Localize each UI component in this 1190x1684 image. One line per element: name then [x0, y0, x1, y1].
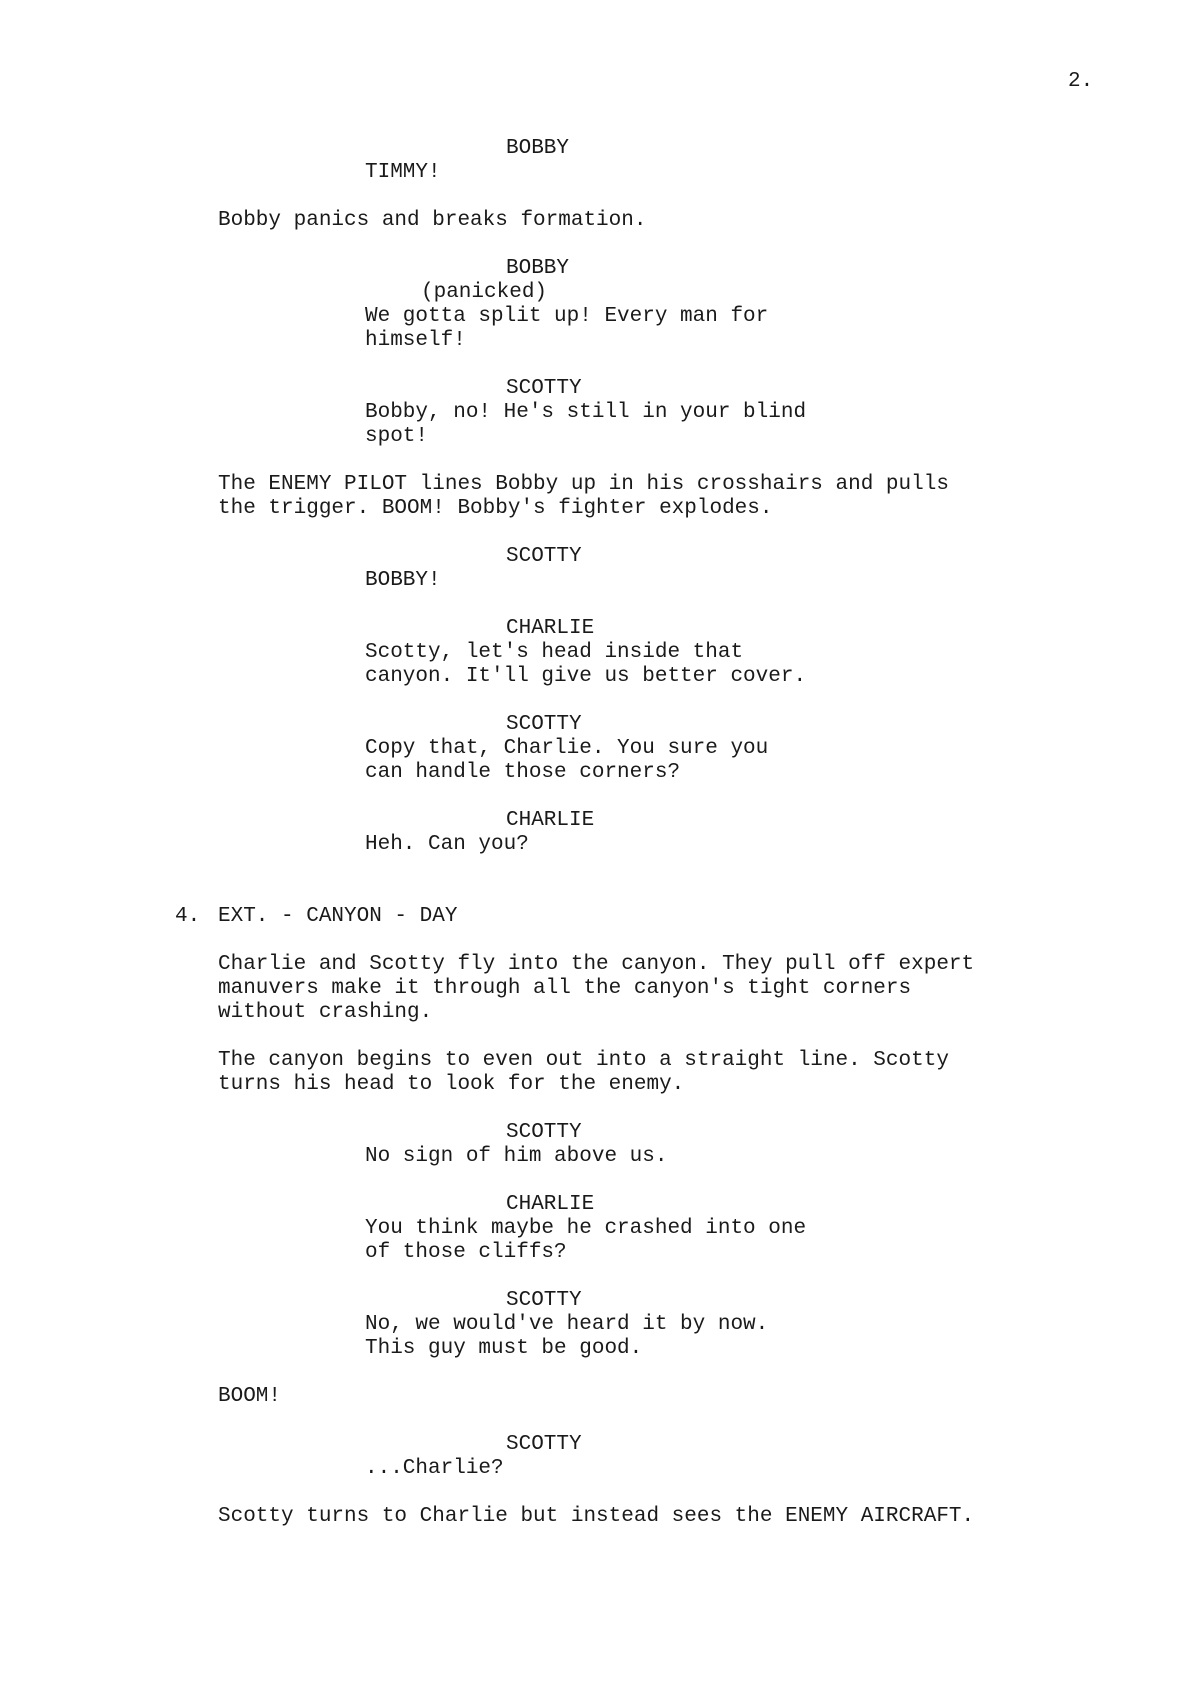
dialogue-line: of those cliffs?: [365, 1241, 567, 1264]
character-name: CHARLIE: [506, 1193, 595, 1216]
action-line: manuvers make it through all the canyon's tight corners: [218, 977, 912, 1000]
page-number: 2.: [1068, 70, 1094, 93]
character-name: SCOTTY: [506, 713, 582, 736]
dialogue-line: Copy that, Charlie. You sure you: [365, 737, 769, 760]
dialogue-line: Scotty, let's head inside that: [365, 641, 744, 664]
dialogue-line: Bobby, no! He's still in your blind: [365, 401, 807, 424]
dialogue-line: We gotta split up! Every man for: [365, 305, 769, 328]
dialogue-line: No, we would've heard it by now.: [365, 1313, 769, 1336]
character-name: SCOTTY: [506, 1121, 582, 1144]
action-line: Charlie and Scotty fly into the canyon. They pull off expert: [218, 953, 975, 976]
action-line: The canyon begins to even out into a straight line. Scotty: [218, 1049, 949, 1072]
dialogue-line: You think maybe he crashed into one: [365, 1217, 807, 1240]
action-line: The ENEMY PILOT lines Bobby up in his crosshairs and pulls: [218, 473, 949, 496]
parenthetical: (panicked): [421, 281, 548, 304]
action-line: Bobby panics and breaks formation.: [218, 209, 647, 232]
character-name: CHARLIE: [506, 617, 595, 640]
action-line: turns his head to look for the enemy.: [218, 1073, 685, 1096]
dialogue-line: spot!: [365, 425, 429, 448]
action-line: Scotty turns to Charlie but instead sees the ENEMY AIRCRAFT.: [218, 1505, 975, 1528]
scene-heading: EXT. - CANYON - DAY: [218, 905, 458, 928]
dialogue-line: can handle those corners?: [365, 761, 681, 784]
dialogue-line: himself!: [365, 329, 466, 352]
character-name: SCOTTY: [506, 1289, 582, 1312]
character-name: BOBBY: [506, 257, 570, 280]
dialogue-line: ...Charlie?: [365, 1457, 504, 1480]
dialogue-line: TIMMY!: [365, 161, 441, 184]
character-name: SCOTTY: [506, 377, 582, 400]
scene-number: 4.: [175, 905, 201, 928]
character-name: CHARLIE: [506, 809, 595, 832]
action-line: BOOM!: [218, 1385, 282, 1408]
character-name: SCOTTY: [506, 545, 582, 568]
action-line: the trigger. BOOM! Bobby's fighter explodes.: [218, 497, 773, 520]
action-line: without crashing.: [218, 1001, 433, 1024]
dialogue-line: canyon. It'll give us better cover.: [365, 665, 807, 688]
character-name: SCOTTY: [506, 1433, 582, 1456]
character-name: BOBBY: [506, 137, 570, 160]
dialogue-line: This guy must be good.: [365, 1337, 643, 1360]
dialogue-line: Heh. Can you?: [365, 833, 529, 856]
dialogue-line: BOBBY!: [365, 569, 441, 592]
dialogue-line: No sign of him above us.: [365, 1145, 668, 1168]
